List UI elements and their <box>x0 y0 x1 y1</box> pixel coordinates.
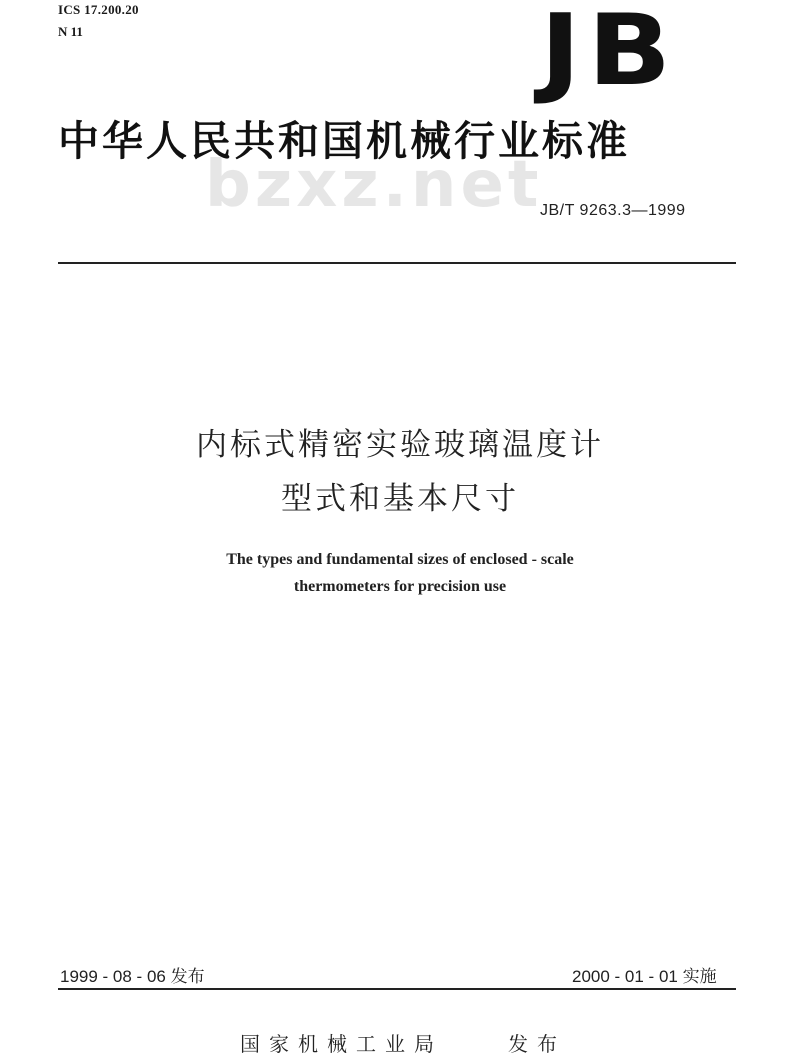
ics-code: ICS 17.200.20 <box>58 2 139 17</box>
title-chinese <box>100 418 700 526</box>
title-english-line-2: thermometers for precision use <box>293 578 507 595</box>
title-english <box>150 546 650 600</box>
footer-divider <box>58 988 736 990</box>
publisher-name: 国家机械工业局 <box>240 1032 443 1056</box>
standard-number: JB/T 9263.3—1999 <box>540 202 686 219</box>
title-english-line-1: The types and fundamental sizes of enclosed - scale <box>226 551 574 568</box>
issue-date: 1999 - 08 - 06 发布 <box>60 967 205 986</box>
title-chinese-line-1: 内标式精密实验玻璃温度计 <box>196 427 604 463</box>
implementation-date: 2000 - 01 - 01 实施 <box>572 967 717 986</box>
watermark: bzxz.net <box>205 148 543 222</box>
title-chinese-line-2: 型式和基本尺寸 <box>281 481 519 517</box>
header-divider <box>58 262 736 264</box>
jb-logo: JB <box>540 0 678 108</box>
standard-category-title: 中华人民共和国机械行业标准 <box>58 117 630 165</box>
publish-label: 发布 <box>508 1032 566 1056</box>
classification-code: N 11 <box>58 24 83 39</box>
